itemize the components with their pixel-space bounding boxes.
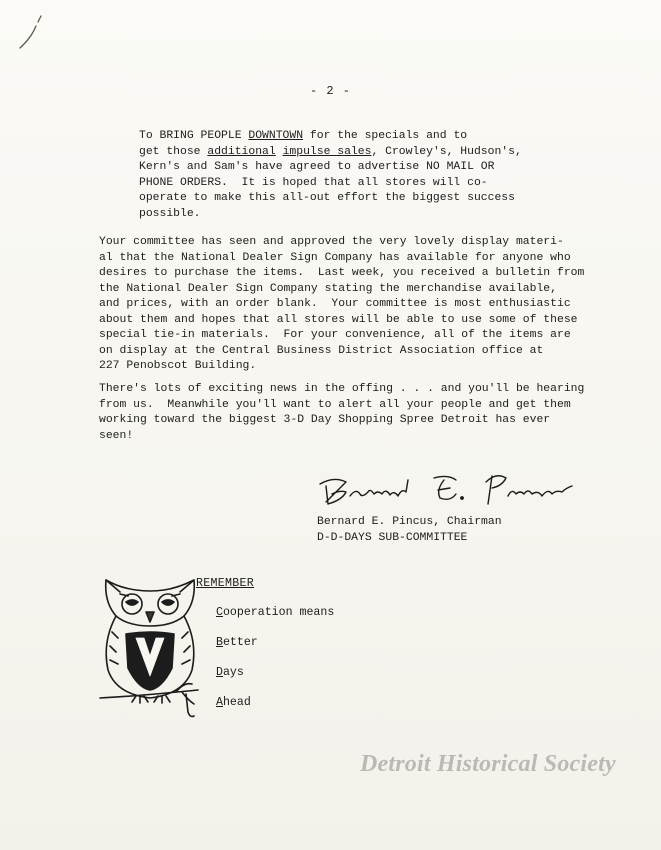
p1-line-4: PHONE ORDERS. It is hoped that all stores will co-: [139, 176, 488, 189]
p1-line-1-a: To BRING PEOPLE: [139, 130, 249, 142]
acrostic-initial: C: [216, 606, 223, 619]
page-number: - 2 -: [309, 84, 351, 98]
p3-line-4: seen!: [99, 429, 134, 442]
p2-line-3: desires to purchase the items. Last week, you received a bulletin from: [99, 267, 585, 279]
p2-line-4: the National Dealer Sign Company stating the merchandise available,: [99, 282, 557, 295]
signatory-name: Bernard E. Pincus, Chairman: [317, 516, 502, 528]
acrostic-rest: ays: [222, 666, 244, 679]
p3-line-2: from us. Meanwhile you'll want to alert all your people and get them: [99, 398, 571, 411]
p1-line-2-a: get those: [139, 145, 208, 158]
acrostic-line-better: [216, 636, 258, 649]
p3-line-3: working toward the biggest 3-D Day Shopping Spree Detroit has ever: [99, 414, 551, 426]
p1-line-2-space: [276, 146, 283, 158]
p2-line-5: and prices, with an order blank. Your committee is most enthusiastic: [99, 298, 571, 310]
p1-line-3: Kern's and Sam's have agreed to advertise NO MAIL OR: [139, 161, 495, 173]
p2-line-8: on display at the Central Business District Association office at: [99, 344, 544, 357]
p1-line-1-b: for the specials and to: [303, 130, 468, 142]
p3-line-1: There's lots of exciting news in the offing . . . and you'll be hearing: [99, 383, 585, 395]
acrostic-line-days: [216, 666, 244, 679]
acrostic-rest: etter: [222, 636, 258, 649]
underline-impulse-sales: impulse sales: [282, 145, 372, 158]
p2-line-9: 227 Penobscot Building.: [99, 360, 257, 372]
p2-line-2: al that the National Dealer Sign Company has available for anyone who: [99, 251, 571, 264]
paragraph-display-material: [99, 235, 584, 375]
p1-line-5: operate to make this all-out effort the biggest success: [139, 192, 515, 204]
p1-line-2-b: , Crowley's, Hudson's,: [371, 145, 522, 158]
p2-line-6: about them and hopes that all stores will be able to use some of these: [99, 313, 578, 326]
acrostic-line-cooperation: [216, 606, 334, 619]
acrostic-rest: ooperation means: [222, 606, 335, 619]
paragraph-exciting-news: [99, 382, 584, 444]
acrostic-initial: D: [216, 666, 223, 679]
pencil-mark: [14, 12, 44, 52]
remember-heading: REMEMBER: [196, 577, 255, 590]
p1-line-6: possible.: [139, 207, 201, 220]
p2-line-7: special tie-in materials. For your convenience, all of the items are: [99, 329, 571, 341]
acrostic-initial: B: [216, 636, 223, 649]
acrostic-initial: A: [216, 696, 223, 709]
watermark: Detroit Historical Society: [360, 751, 616, 777]
acrostic-line-ahead: [216, 696, 251, 709]
underline-additional: additional: [207, 145, 276, 158]
owl-illustration: [98, 572, 202, 722]
underline-downtown: DOWNTOWN: [248, 130, 304, 142]
p2-line-1: Your committee has seen and approved the very lovely display materi-: [99, 236, 564, 248]
handwritten-signature: [316, 462, 576, 510]
paragraph-specials: [139, 129, 522, 222]
committee-title: D-D-DAYS SUB-COMMITTEE: [317, 532, 468, 544]
acrostic-rest: head: [222, 696, 251, 709]
